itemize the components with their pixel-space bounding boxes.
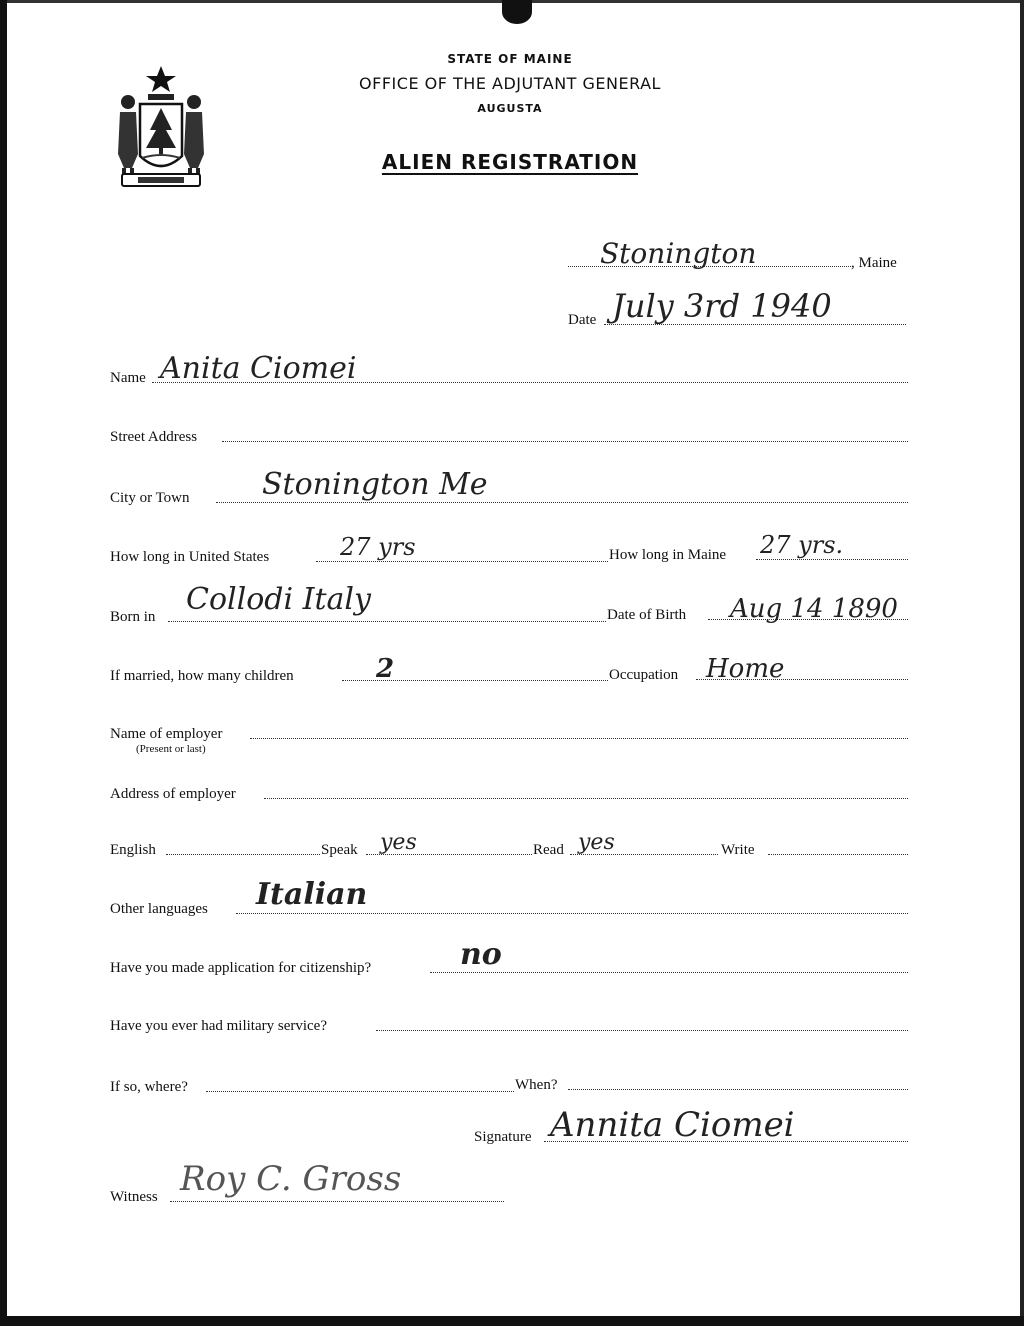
born-in-value[interactable]: Collodi Italy (186, 582, 371, 617)
other-languages-line (236, 913, 908, 914)
signature-label: Signature (474, 1129, 532, 1145)
employer-name-label: Name of employer (110, 726, 223, 742)
header-state: STATE OF MAINE (447, 52, 573, 66)
employer-name-line (250, 738, 908, 739)
write-line (768, 854, 908, 855)
where-line (206, 1091, 514, 1092)
header-city: AUGUSTA (477, 102, 543, 115)
how-long-us-value[interactable]: 27 yrs (340, 533, 416, 561)
street-address-line (222, 441, 908, 442)
how-long-maine-value[interactable]: 27 yrs. (760, 531, 844, 559)
children-value[interactable]: 2 (376, 654, 395, 684)
city-label: City or Town (110, 490, 190, 506)
speak-value[interactable]: yes (380, 830, 417, 855)
english-label: English (110, 842, 156, 858)
born-in-line (168, 621, 606, 622)
scan-border-left (0, 0, 7, 1326)
employer-address-line (264, 798, 908, 799)
english-line (166, 854, 320, 855)
place-label: , Maine (851, 255, 897, 271)
occupation-value[interactable]: Home (706, 654, 785, 684)
children-label: If married, how many children (110, 668, 294, 684)
scan-border-bottom (0, 1316, 1024, 1326)
dob-label: Date of Birth (607, 607, 687, 623)
how-long-maine-label: How long in Maine (609, 547, 727, 563)
signature-value[interactable]: Annita Ciomei (550, 1105, 795, 1145)
dob-value[interactable]: Aug 14 1890 (730, 594, 898, 624)
how-long-us-line (316, 561, 608, 562)
other-languages-value[interactable]: Italian (256, 877, 368, 912)
date-value[interactable]: July 3rd 1940 (612, 287, 832, 325)
occupation-label: Occupation (609, 667, 679, 683)
born-in-label: Born in (110, 609, 156, 625)
city-line (216, 502, 908, 503)
street-address-label: Street Address (110, 429, 198, 445)
speak-label: Speak (321, 842, 358, 858)
other-languages-label: Other languages (110, 901, 208, 917)
scan-notch (502, 0, 532, 24)
city-value[interactable]: Stonington Me (262, 467, 488, 502)
write-label: Write (721, 842, 755, 858)
read-value[interactable]: yes (578, 830, 615, 855)
scan-border-right (1020, 0, 1024, 1326)
when-line (568, 1089, 908, 1090)
citizenship-label: Have you made application for citizenship? (110, 960, 372, 976)
employer-address-label: Address of employer (110, 786, 236, 802)
witness-line (170, 1201, 504, 1202)
witness-value[interactable]: Roy C. Gross (180, 1159, 402, 1199)
employer-name-sublabel: (Present or last) (136, 743, 206, 755)
military-line (376, 1030, 908, 1031)
name-label: Name (110, 370, 146, 386)
date-label: Date (568, 312, 597, 328)
when-label: When? (515, 1077, 558, 1093)
header-office: OFFICE OF THE ADJUTANT GENERAL (359, 74, 661, 93)
citizenship-value[interactable]: no (460, 937, 502, 972)
name-value[interactable]: Anita Ciomei (160, 351, 357, 386)
witness-label: Witness (110, 1189, 158, 1205)
citizenship-line (430, 972, 908, 973)
read-label: Read (533, 842, 564, 858)
military-label: Have you ever had military service? (110, 1018, 327, 1034)
where-label: If so, where? (110, 1079, 188, 1095)
how-long-maine-line (756, 559, 908, 560)
how-long-us-label: How long in United States (110, 549, 270, 565)
maine-seal-icon (108, 64, 214, 190)
form-title: ALIEN REGISTRATION (381, 150, 639, 174)
place-value[interactable]: Stonington (600, 237, 757, 270)
